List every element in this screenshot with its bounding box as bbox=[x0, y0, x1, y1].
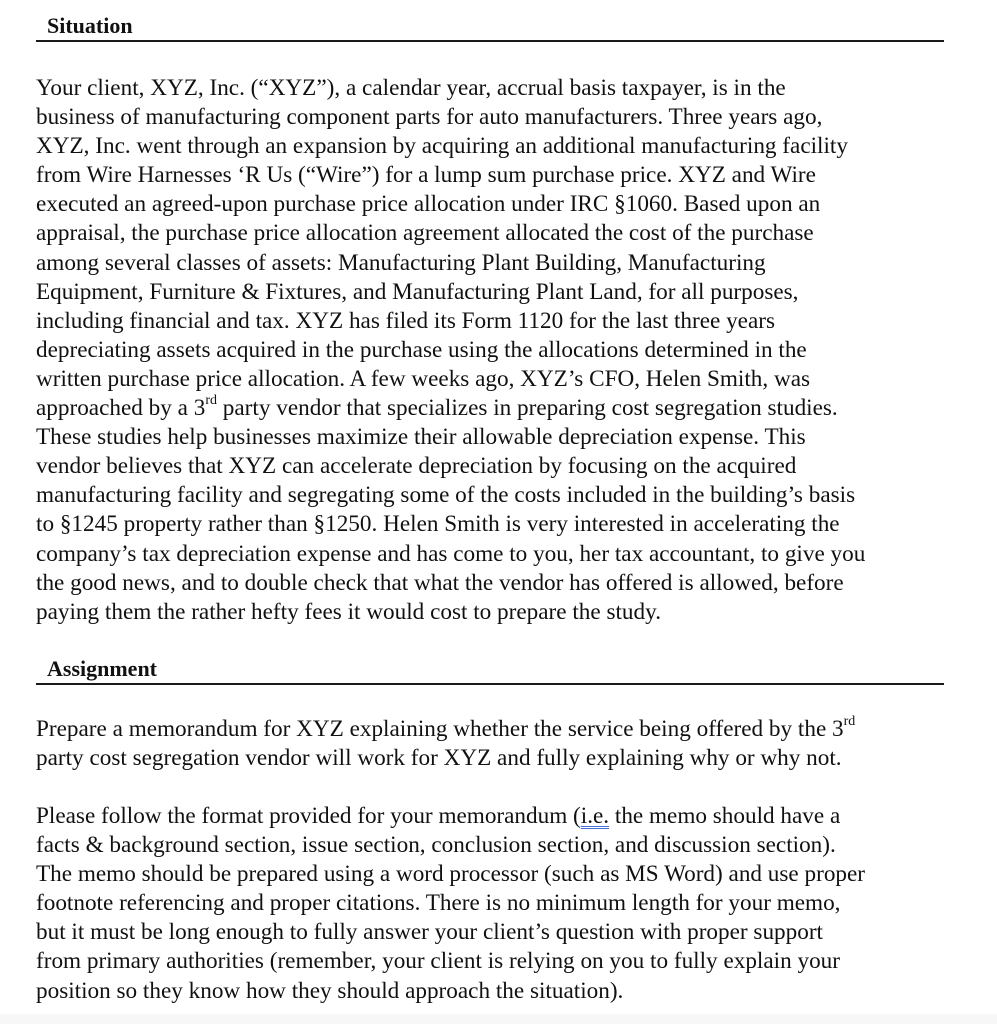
situation-line-text: approached by a 3 bbox=[36, 395, 206, 422]
assignment-heading bbox=[36, 645, 944, 685]
situation-line: among several classes of assets: Manufacturing Plant Building, Manufacturing bbox=[36, 249, 766, 276]
situation-line: executed an agreed-upon purchase price allocation under IRC §1060. Based upon an bbox=[36, 191, 821, 218]
situation-line bbox=[36, 394, 944, 423]
assignment-paragraph-1 bbox=[36, 715, 944, 773]
assignment-heading-label: Assignment bbox=[47, 655, 158, 681]
assignment-line: party cost segregation vendor will work for XYZ and fully explaining why or why not. bbox=[36, 744, 842, 771]
assignment-line bbox=[36, 802, 944, 831]
situation-paragraph bbox=[36, 74, 944, 627]
assignment-line: The memo should be prepared using a word processor (such as MS Word) and use proper bbox=[36, 861, 866, 888]
assignment-line: from primary authorities (remember, your client is relying on you to fully explain your bbox=[36, 948, 840, 975]
assignment-line: but it must be long enough to fully answer your client’s question with proper support bbox=[36, 919, 823, 946]
situation-line-text: party vendor that specializes in preparing cost segregation studies. bbox=[217, 395, 838, 422]
situation-line: These studies help businesses maximize their allowable depreciation expense. This bbox=[36, 424, 806, 451]
situation-line: including financial and tax. XYZ has filed its Form 1120 for the last three years bbox=[36, 307, 776, 334]
situation-line: from Wire Harnesses ‘R Us (“Wire”) for a lump sum purchase price. XYZ and Wire bbox=[36, 162, 816, 189]
assignment-line: footnote referencing and proper citations. There is no minimum length for your memo, bbox=[36, 890, 841, 917]
assignment-line: position so they know how they should approach the situation). bbox=[36, 977, 624, 1004]
situation-line: Your client, XYZ, Inc. (“XYZ”), a calendar year, accrual basis taxpayer, is in the bbox=[36, 75, 786, 101]
assignment-line: facts & background section, issue section, conclusion section, and discussion section). bbox=[36, 832, 836, 859]
document-page bbox=[36, 0, 944, 1006]
situation-heading-label: Situation bbox=[47, 13, 133, 38]
situation-line: depreciating assets acquired in the purchase using the allocations determined in the bbox=[36, 336, 807, 363]
situation-heading bbox=[36, 2, 944, 42]
situation-line: to §1245 property rather than §1250. Helen Smith is very interested in accelerating the bbox=[36, 511, 840, 538]
situation-line: vendor believes that XYZ can accelerate depreciation by focusing on the acquired bbox=[36, 453, 797, 480]
situation-line: business of manufacturing component parts for auto manufacturers. Three years ago, bbox=[36, 104, 823, 131]
situation-line: the good news, and to double check that what the vendor has offered is allowed, before bbox=[36, 569, 844, 596]
assignment-paragraph-2 bbox=[36, 802, 944, 1006]
situation-line: XYZ, Inc. went through an expansion by acquiring an additional manufacturing facility bbox=[36, 133, 848, 160]
assignment-line-text: Prepare a memorandum for XYZ explaining whether the service being offered by the 3 bbox=[36, 715, 844, 742]
situation-line: Equipment, Furniture & Fixtures, and Manufacturing Plant Land, for all purposes, bbox=[36, 278, 799, 305]
ordinal-superscript: rd bbox=[205, 393, 217, 409]
situation-line: appraisal, the purchase price allocation agreement allocated the cost of the purchase bbox=[36, 220, 814, 247]
situation-line: company’s tax depreciation expense and has come to you, her tax accountant, to give you bbox=[36, 540, 866, 567]
assignment-line-text: the memo should have a bbox=[609, 802, 841, 829]
ordinal-superscript: rd bbox=[843, 714, 856, 730]
assignment-line bbox=[36, 715, 944, 744]
situation-line: manufacturing facility and segregating some of the costs included in the building’s basis bbox=[36, 482, 856, 509]
situation-line: paying them the rather hefty fees it would cost to prepare the study. bbox=[36, 598, 662, 625]
assignment-line-text: Please follow the format provided for your memorandum ( bbox=[36, 802, 581, 829]
page-bottom-edge bbox=[0, 1014, 997, 1024]
grammar-flagged-text[interactable]: i.e. bbox=[580, 802, 610, 829]
situation-line: written purchase price allocation. A few weeks ago, XYZ’s CFO, Helen Smith, was bbox=[36, 365, 811, 392]
